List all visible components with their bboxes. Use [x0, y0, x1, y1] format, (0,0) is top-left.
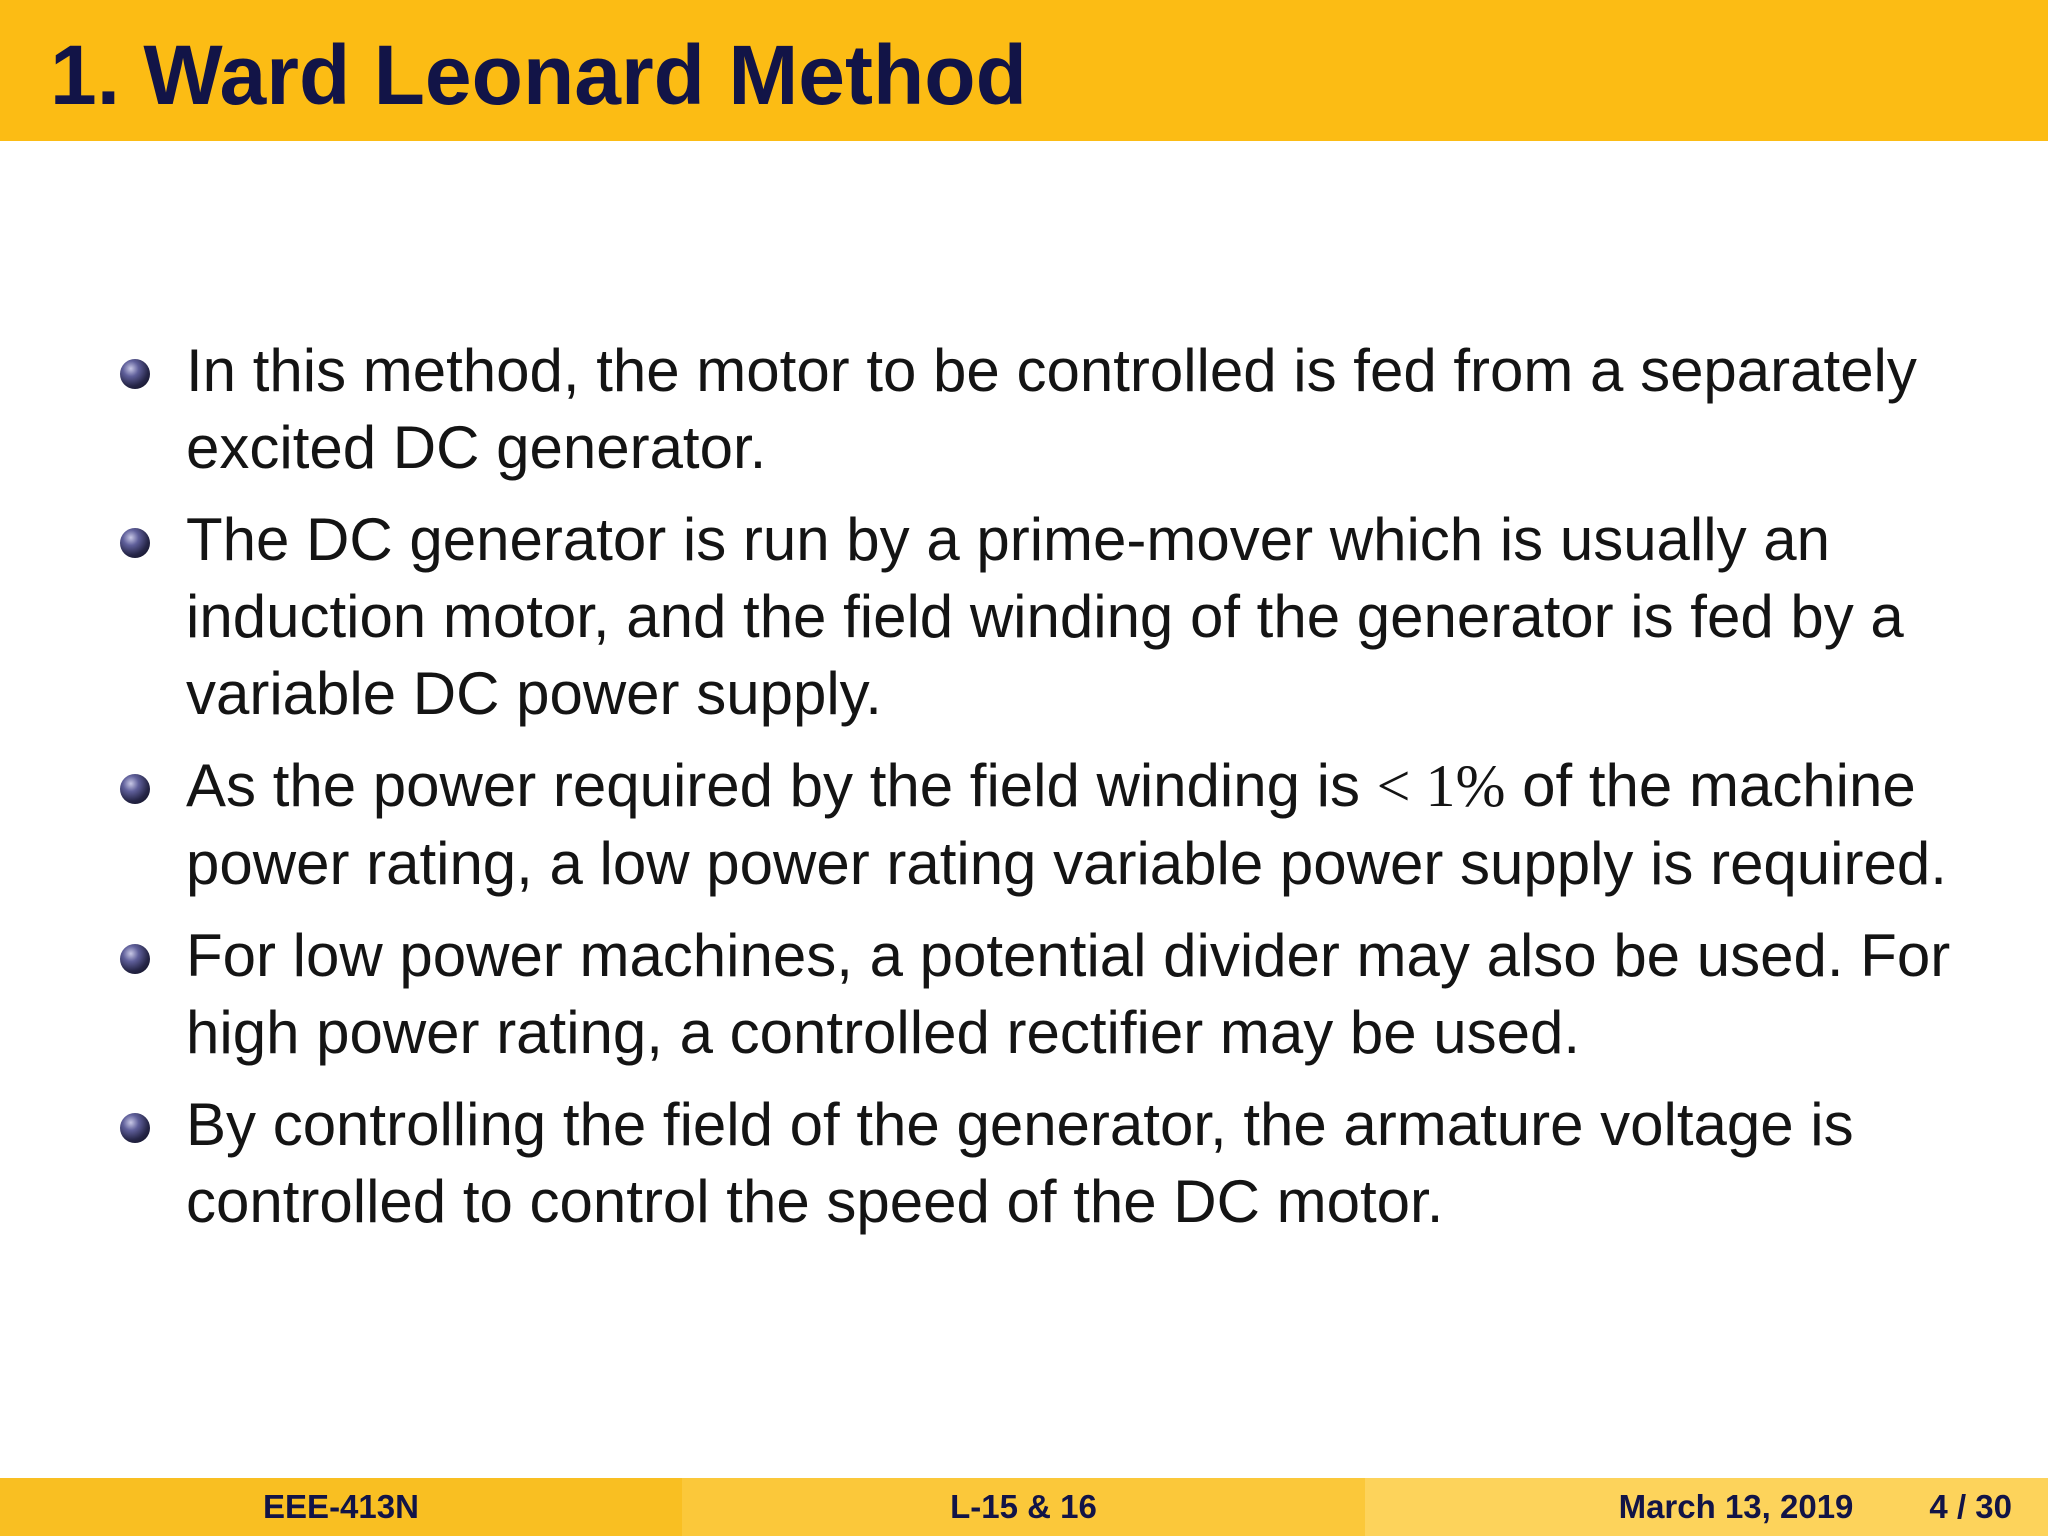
bullet-item-1: [120, 332, 2020, 486]
bullet-ball-icon: [120, 359, 150, 389]
bullet-item-4: [120, 917, 2020, 1071]
bullet-item-2: [120, 501, 2020, 732]
slide-title: 1. Ward Leonard Method: [50, 28, 1027, 122]
bullet-text-1: In this method, the motor to be controlled is fed from a separately excited DC generator.: [186, 337, 1917, 481]
footer-bar: [0, 1478, 2048, 1536]
bullet-text-2: The DC generator is run by a prime-mover which is usually an induction motor, and the field winding of the generator is fed by a variable DC power supply.: [186, 506, 1904, 727]
math-expression: < 1%: [1376, 753, 1506, 819]
bullet-ball-icon: [120, 944, 150, 974]
footer-lecture: [682, 1478, 1365, 1536]
footer-date-page: [1365, 1478, 2048, 1536]
bullet-text-5: By controlling the field of the generator, the armature voltage is controlled to control the speed of the DC motor.: [186, 1091, 1854, 1235]
bullet-item-3: [120, 747, 2020, 902]
bullet-text-4: For low power machines, a potential divider may also be used. For high power rating, a controlled rectifier may be used.: [186, 922, 1951, 1066]
course-code: EEE-413N: [263, 1488, 419, 1525]
bullet-ball-icon: [120, 528, 150, 558]
bullet-text-3-after: of the machine power rating, a low power rating variable power supply is required.: [186, 752, 1947, 897]
bullet-item-5: [120, 1086, 2020, 1240]
bullet-list: [120, 332, 2020, 1255]
bullet-text-3-before: As the power required by the field winding is: [186, 752, 1377, 819]
bullet-ball-icon: [120, 1113, 150, 1143]
bullet-ball-icon: [120, 774, 150, 804]
footer-course: [0, 1478, 682, 1536]
slide-date: March 13, 2019: [1618, 1488, 1854, 1525]
title-bar: [0, 0, 2048, 141]
page-number: 4 / 30: [1929, 1488, 2012, 1525]
lecture-label: L-15 & 16: [950, 1488, 1097, 1525]
